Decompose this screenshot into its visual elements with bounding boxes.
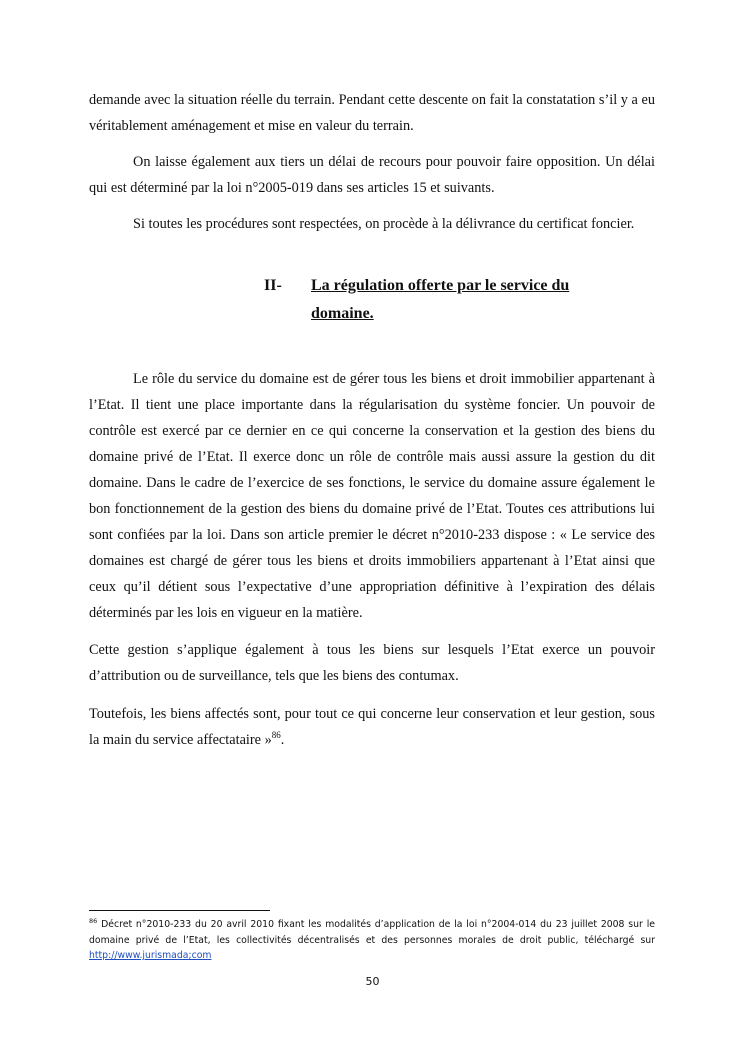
paragraph-certificat: Si toutes les procédures sont respectées, on procède à la délivrance du certificat foncier. (133, 216, 635, 232)
paragraph-biens-affectes-text: Toutefois, les biens affectés sont, pour tout ce qui concerne leur conservation et leur gestion, sous la main du service affectataire » (89, 706, 655, 748)
section-number: II- (264, 277, 282, 294)
paragraph-biens-affectes (89, 701, 655, 753)
paragraph-role-service-domaine: Le rôle du service du domaine est de gérer tous les biens et droit immobilier appartenant à l’Etat. Il tient une place importante dans la régularisation du système foncier. Un pouvoir de contrôle est exercé par ce dernier en ce qui concerne la conservation et la gestion des biens du domaine privé de l’Etat. Il exerce donc un rôle de contrôle mais aussi assure la gestion du dit domaine. Dans le cadre de l’exercice de ses fonctions, le service du domaine assure également le bon fonctionnement de la gestion des biens du domaine privé de l’Etat. Toutes ces attributions lui sont confiées par la loi. Dans son article premier le décret n°2010-233 dispose : « Le service des domaines est chargé de gérer tous les biens et droits immobiliers appartenant à l’Etat ainsi que ceux qu’il détient sous l’expectative d’une appropriation définitive à l’expiration des délais déterminés par les lois en vigueur en la matière. (89, 371, 655, 621)
page-number: 50 (365, 975, 380, 988)
paragraph-continued: demande avec la situation réelle du terrain. Pendant cette descente on fait la constatation s’il y a eu véritablement aménagement et mise en valeur du terrain. (89, 92, 655, 134)
paragraph-recours: On laisse également aux tiers un délai de recours pour pouvoir faire opposition. Un délai qui est déterminé par la loi n°2005-019 dans ses articles 15 et suivants. (89, 154, 655, 196)
section-title: La régulation offerte par le service du domaine. (311, 277, 570, 322)
footnote-reference[interactable]: 86 (271, 730, 281, 741)
paragraph-end: . (280, 732, 285, 748)
footnote (89, 917, 655, 964)
footnote-number: 86 (89, 916, 98, 925)
footnote-divider (89, 910, 270, 911)
paragraph-gestion: Cette gestion s’applique également à tous les biens sur lesquels l’Etat exerce un pouvoir d’attribution ou de surveillance, tels que les biens des contumax. (89, 642, 655, 684)
footnote-link[interactable]: http://www.jurismada;com (89, 950, 212, 961)
footnote-text: Décret n°2010-233 du 20 avril 2010 fixant les modalités d’application de la loi n°2004-014 du 23 juillet 2008 sur le domaine privé de l’Etat, les collectivités décentralisés et des personnes morales de droit public, téléchargé sur (89, 919, 655, 946)
